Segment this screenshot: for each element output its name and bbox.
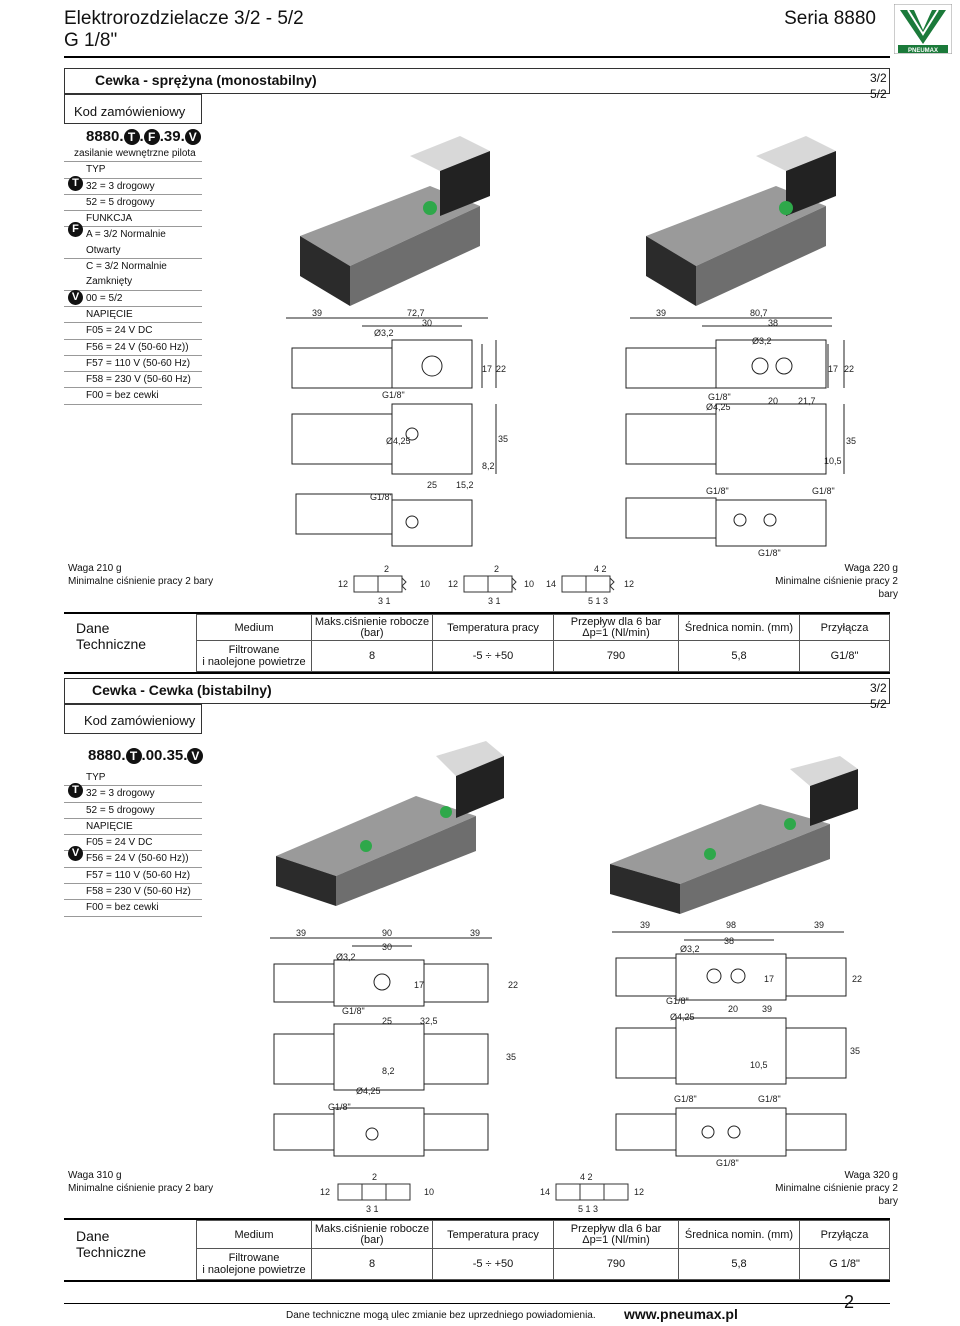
symbol-port-bottom: 3 1: [366, 1204, 379, 1214]
dim-25: 25: [382, 1016, 393, 1026]
dim-39: 39: [656, 308, 667, 318]
dim-32-5: 32,5: [420, 1016, 438, 1026]
section2-order-label: Kod zamówieniowy: [84, 713, 196, 728]
dim-g1-8-c: G1/8": [812, 486, 835, 496]
tech-title-2: Techniczne: [76, 1244, 147, 1260]
dim-38: 38: [724, 936, 735, 946]
th-flow: [554, 1221, 679, 1249]
option-row: F56 = 24 V (50-60 Hz)): [64, 851, 202, 867]
option-row: 32 = 3 drogowy: [64, 786, 202, 802]
pressure-right: Minimalne ciśnienie pracy 2 bary: [775, 1183, 898, 1207]
pneumatic-symbols-1: [334, 562, 654, 606]
dim-20: 20: [768, 396, 779, 406]
option-row: F00 = bez cewki: [64, 900, 202, 916]
dim-39: 39: [312, 308, 323, 318]
code-dot: .: [139, 128, 144, 145]
tech-title-1: Dane: [76, 620, 110, 636]
dim-g1-8-b: G1/8": [674, 1094, 697, 1104]
page-number: 2: [844, 1292, 855, 1312]
option-row: 32 = 3 drogowy: [64, 179, 202, 195]
dim-8-2: 8,2: [482, 461, 495, 471]
dim-39-c: 39: [762, 1004, 773, 1014]
td-medium-1: Filtrowane: [228, 644, 280, 656]
symbol-port-right: 12: [624, 579, 635, 589]
drawing-left-3-2-mono: [282, 304, 512, 554]
legend-badge-t: T: [68, 176, 83, 191]
title-line-2: G 1/8": [64, 30, 118, 51]
legend-badge-f: F: [68, 222, 83, 237]
dim-39: 39: [296, 928, 307, 938]
dim-17: 17: [482, 364, 493, 374]
td-pressure: 8: [312, 1249, 433, 1280]
th-flow-1: Przepływ dla 6 bar: [570, 615, 662, 628]
th-flow: [554, 615, 679, 641]
th-diam: Średnica nomin. (mm): [679, 615, 800, 641]
code-badge-t: T: [124, 129, 140, 145]
section1-ways: [870, 70, 887, 102]
option-row: F56 = 24 V (50-60 Hz)): [64, 340, 202, 356]
dim-35: 35: [506, 1052, 517, 1062]
symbol-port-bottom: 3 1: [378, 596, 391, 606]
footer-note: Dane techniczne mogą ulec zmianie bez uprzedniego powiadomienia.: [286, 1310, 596, 1321]
th-pressure-1: Maks.ciśnienie robocze: [314, 1222, 430, 1235]
ways-3-2: 3/2: [870, 71, 887, 85]
th-medium: Medium: [197, 1221, 312, 1249]
valve-photo-5-2-mono: [636, 126, 846, 306]
code-prefix: 8880.: [88, 747, 126, 764]
th-diam: Średnica nomin. (mm): [679, 1221, 800, 1249]
weight-right: Waga 220 g: [844, 563, 898, 574]
th-pressure-2: (bar): [360, 1233, 384, 1246]
section2-options: [64, 770, 202, 917]
option-row: NAPIĘCIE: [64, 307, 202, 323]
symbol-port-left: 14: [546, 579, 557, 589]
dim-g1-8-c: G1/8": [758, 1094, 781, 1104]
dim-8-2: 8,2: [382, 1066, 395, 1076]
symbol-port-bottom: 3 1: [488, 596, 501, 606]
th-conn: Przyłącza: [800, 615, 890, 641]
th-temp: Temperatura pracy: [433, 1221, 554, 1249]
pressure-left: Minimalne ciśnienie pracy 2 bary: [68, 576, 214, 587]
dim-d4-25: Ø4,25: [670, 1012, 695, 1022]
symbol-port-left: 14: [540, 1187, 551, 1197]
drawing-right-5-2-bist: [604, 918, 874, 1170]
pressure-left: Minimalne ciśnienie pracy 2 bary: [68, 1183, 214, 1194]
option-row: F57 = 110 V (50-60 Hz): [64, 356, 202, 372]
series-label: Seria 8880: [784, 8, 876, 29]
legend-badge-v: V: [68, 290, 83, 305]
weight-left: Waga 210 g: [68, 563, 122, 574]
th-pressure: [312, 615, 433, 641]
dim-35: 35: [846, 436, 857, 446]
dim-10-5: 10,5: [750, 1060, 768, 1070]
tech-table-2: [64, 1218, 890, 1282]
option-row: F05 = 24 V DC: [64, 835, 202, 851]
td-flow: 790: [554, 1249, 679, 1280]
td-pressure: 8: [312, 641, 433, 672]
dim-g1-8: G1/8": [342, 1006, 365, 1016]
symbol-port-top: 4 2: [594, 564, 607, 574]
code-badge-v: V: [185, 129, 201, 145]
th-flow-2: Δp=1 (Nl/min): [582, 626, 650, 639]
th-flow-1: Przepływ dla 6 bar: [570, 1222, 662, 1235]
dim-d4-25: Ø4,25: [706, 402, 731, 412]
dim-72-7: 72,7: [407, 308, 425, 318]
dim-g1-8-b: G1/8": [328, 1102, 351, 1112]
option-row: F57 = 110 V (50-60 Hz): [64, 868, 202, 884]
symbol-port-right: 10: [420, 579, 431, 589]
th-pressure-2: (bar): [360, 626, 384, 639]
option-row: A = 3/2 Normalnie Otwarty: [64, 227, 202, 259]
dim-35: 35: [850, 1046, 861, 1056]
symbol-port-right: 10: [524, 579, 535, 589]
dim-d3-2: Ø3,2: [680, 944, 700, 954]
symbol-port-left: 12: [320, 1187, 331, 1197]
dim-98: 98: [726, 920, 737, 930]
section1-weight-left: [68, 562, 213, 588]
td-medium: [197, 1249, 312, 1280]
dim-d4-25: Ø4,25: [386, 436, 411, 446]
td-diam: 5,8: [679, 641, 800, 672]
dim-g1-8-b: G1/8": [370, 492, 393, 502]
title-line-1: Elektrorozdzielacze 3/2 - 5/2: [64, 8, 304, 29]
td-medium: [197, 641, 312, 672]
code-badge-v: V: [187, 748, 203, 764]
option-row: C = 3/2 Normalnie Zamknięty: [64, 259, 202, 291]
footer-url[interactable]: www.pneumax.pl: [624, 1306, 738, 1322]
code-mid: .00.35.: [141, 747, 188, 764]
section2-title: Cewka - Cewka (bistabilny): [92, 682, 272, 698]
weight-left: Waga 310 g: [68, 1170, 122, 1181]
option-row: TYP: [64, 162, 202, 178]
dim-g1-8: G1/8": [708, 392, 731, 402]
td-medium-2: i naolejone powietrze: [202, 1264, 306, 1276]
pneumax-logo: [894, 4, 952, 54]
symbol-port-right: 12: [634, 1187, 645, 1197]
option-row: 52 = 5 drogowy: [64, 803, 202, 819]
dim-d4-25: Ø4,25: [356, 1086, 381, 1096]
dim-38: 38: [768, 318, 779, 328]
dim-39: 39: [640, 920, 651, 930]
dim-90: 90: [382, 928, 393, 938]
tech-values-table: [196, 614, 890, 672]
logo-text: PNEUMAX: [907, 48, 939, 54]
option-row: F05 = 24 V DC: [64, 323, 202, 339]
dim-20: 20: [728, 1004, 739, 1014]
option-row: F58 = 230 V (50-60 Hz): [64, 372, 202, 388]
section2-ways: [870, 680, 887, 712]
symbol-port-bottom: 5 1 3: [588, 596, 609, 606]
dim-g1-8-b: G1/8": [706, 486, 729, 496]
dim-d3-2: Ø3,2: [336, 952, 356, 962]
symbol-port-left: 12: [338, 579, 349, 589]
th-medium: Medium: [197, 615, 312, 641]
ways-5-2: 5/2: [870, 697, 887, 711]
ways-5-2: 5/2: [870, 87, 887, 101]
section1-order-label: Kod zamówieniowy: [74, 104, 186, 119]
code-mid: .39.: [159, 128, 185, 145]
dim-g1-8-d: G1/8": [716, 1158, 739, 1168]
dim-25: 25: [427, 480, 438, 490]
dim-g1-8: G1/8": [382, 390, 405, 400]
weight-right: Waga 320 g: [844, 1170, 898, 1181]
option-row: NAPIĘCIE: [64, 819, 202, 835]
dim-39-b: 39: [814, 920, 825, 930]
th-flow-2: Δp=1 (Nl/min): [582, 1233, 650, 1246]
dim-17: 17: [828, 364, 839, 374]
option-row: FUNKCJA: [64, 211, 202, 227]
section1-order-code: [86, 128, 201, 145]
dim-d3-2: Ø3,2: [752, 336, 772, 346]
th-conn: Przyłącza: [800, 1221, 890, 1249]
header-rule: [64, 56, 890, 58]
pneumatic-symbols-2: [316, 1170, 656, 1214]
legend-badge-t: T: [68, 783, 83, 798]
dim-30: 30: [422, 318, 433, 328]
th-pressure-1: Maks.ciśnienie robocze: [314, 615, 430, 628]
option-row: F58 = 230 V (50-60 Hz): [64, 884, 202, 900]
section2-weight-left: [68, 1169, 213, 1195]
section1-weight-right: [764, 562, 898, 601]
dim-17: 17: [414, 980, 425, 990]
td-diam: 5,8: [679, 1249, 800, 1280]
dim-d3-2: Ø3,2: [374, 328, 394, 338]
th-pressure: [312, 1221, 433, 1249]
td-conn: G 1/8": [800, 1249, 890, 1280]
dim-21-7: 21,7: [798, 396, 816, 406]
legend-badge-v: V: [68, 846, 83, 861]
code-prefix: 8880.: [86, 128, 124, 145]
tech-table-1: [64, 612, 890, 674]
dim-22: 22: [844, 364, 855, 374]
dim-35: 35: [498, 434, 509, 444]
option-row: F00 = bez cewki: [64, 388, 202, 404]
section2-order-code: [88, 747, 203, 764]
valve-photo-5-2-bist: [590, 754, 860, 914]
tech-title: [76, 1228, 146, 1260]
footer: [64, 1292, 890, 1324]
page-title: [64, 8, 304, 52]
th-temp: Temperatura pracy: [433, 615, 554, 641]
dim-80-7: 80,7: [750, 308, 768, 318]
dim-17: 17: [764, 974, 775, 984]
valve-photo-3-2-mono: [290, 126, 500, 306]
tech-title-1: Dane: [76, 1228, 110, 1244]
dim-15-2: 15,2: [456, 480, 474, 490]
valve-photo-3-2-bist: [256, 736, 506, 906]
symbol-port-bottom: 5 1 3: [578, 1204, 599, 1214]
tech-title-2: Techniczne: [76, 636, 147, 652]
drawing-left-3-2-bist: [262, 924, 522, 1164]
code-badge-f: F: [144, 129, 160, 145]
dim-22: 22: [496, 364, 507, 374]
dim-30: 30: [382, 942, 393, 952]
td-flow: 790: [554, 641, 679, 672]
section1-title: Cewka - sprężyna (monostabilny): [95, 72, 317, 88]
code-badge-t: T: [126, 748, 142, 764]
dim-22: 22: [852, 974, 863, 984]
td-temp: -5 ÷ +50: [433, 641, 554, 672]
symbol-port-top: 2: [384, 564, 390, 574]
dim-g1-8: G1/8": [666, 996, 689, 1006]
dim-39-b: 39: [470, 928, 481, 938]
pressure-right: Minimalne ciśnienie pracy 2 bary: [775, 576, 898, 600]
option-row: TYP: [64, 770, 202, 786]
option-row: 00 = 5/2: [64, 291, 202, 307]
td-conn: G1/8": [800, 641, 890, 672]
tech-title: [76, 620, 146, 652]
section2-weight-right: [764, 1169, 898, 1208]
symbol-port-right: 10: [424, 1187, 435, 1197]
td-temp: -5 ÷ +50: [433, 1249, 554, 1280]
symbol-port-top: 2: [494, 564, 500, 574]
ways-3-2: 3/2: [870, 681, 887, 695]
option-row: zasilanie wewnętrzne pilota: [64, 146, 202, 162]
symbol-port-top: 4 2: [580, 1172, 593, 1182]
symbol-port-top: 2: [372, 1172, 378, 1182]
symbol-port-left: 12: [448, 579, 459, 589]
dim-10-5: 10,5: [824, 456, 842, 466]
section1-options: [64, 146, 202, 405]
td-medium-1: Filtrowane: [228, 1252, 280, 1264]
drawing-right-5-2-mono: [612, 304, 862, 560]
td-medium-2: i naolejone powietrze: [202, 656, 306, 668]
dim-22: 22: [508, 980, 519, 990]
dim-g1-8-d: G1/8": [758, 548, 781, 558]
option-row: 52 = 5 drogowy: [64, 195, 202, 211]
tech-values-table: [196, 1220, 890, 1280]
